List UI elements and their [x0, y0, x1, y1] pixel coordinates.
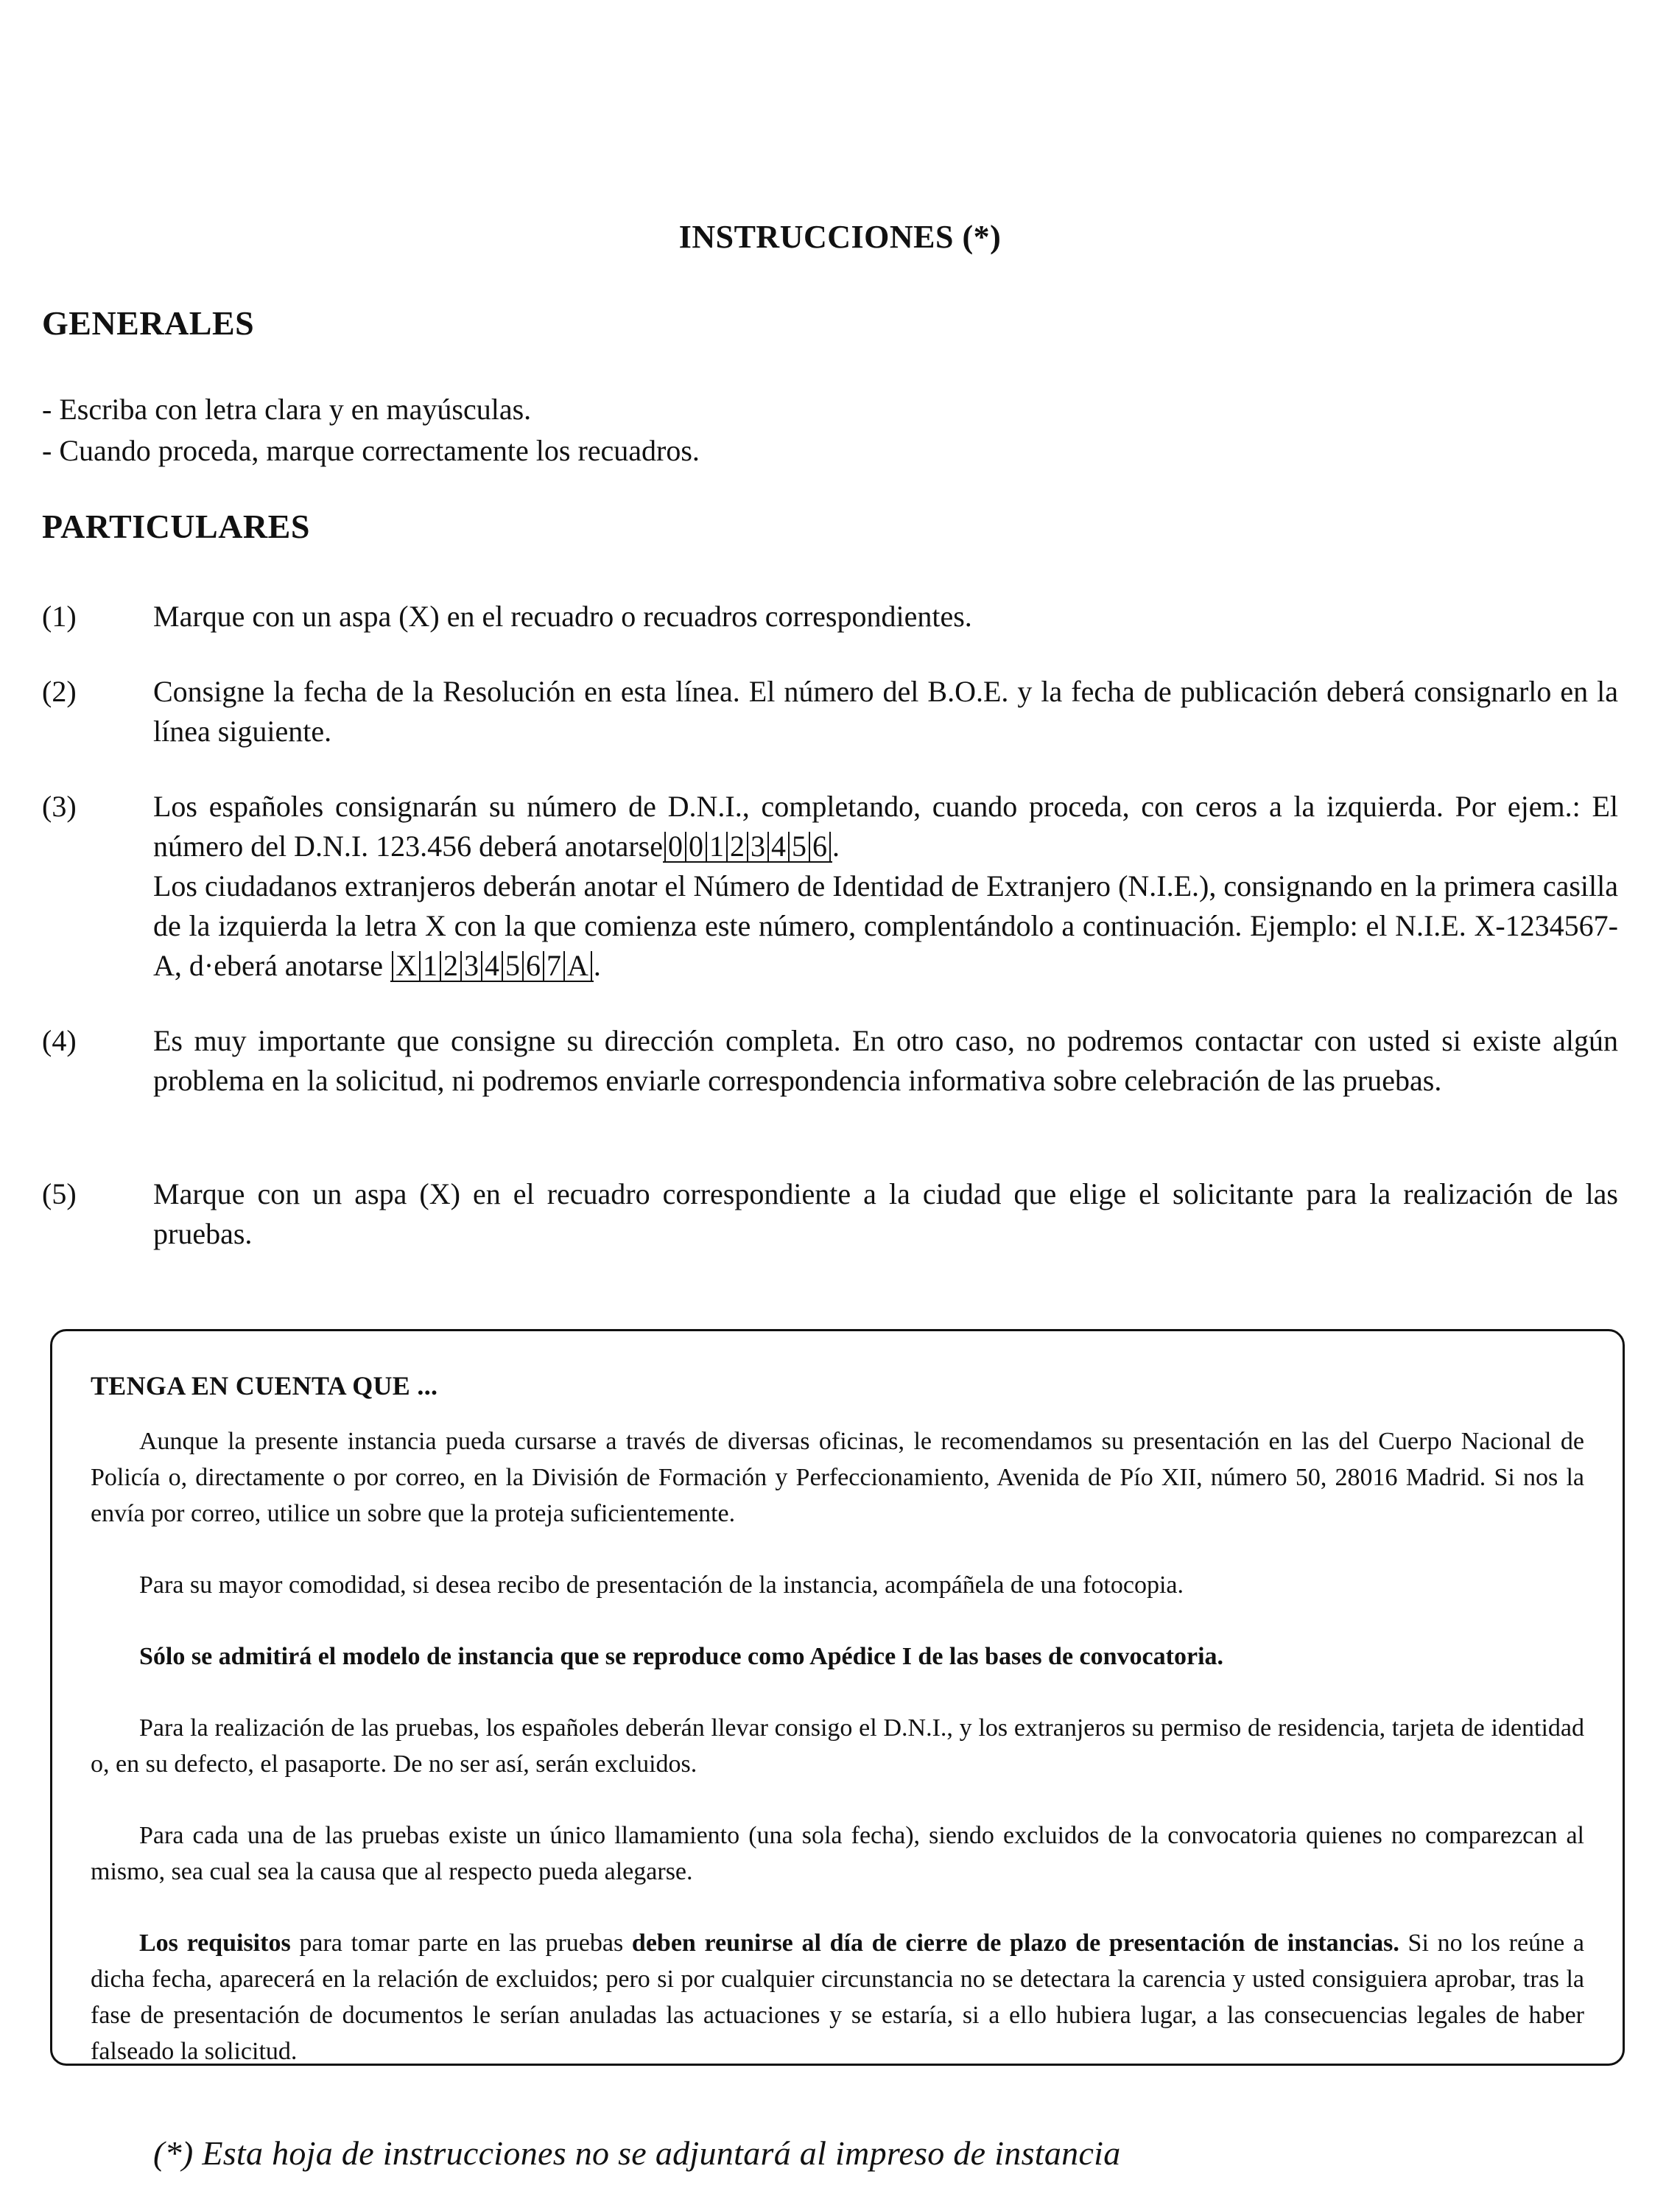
particulares-item-5: [42, 1174, 1618, 1254]
dni-box: 0: [685, 832, 706, 861]
page-title: INSTRUCCIONES (*): [678, 219, 1002, 255]
dni-box: 6: [809, 832, 831, 861]
dni-paragraph: [153, 787, 1618, 866]
notice-paragraph: Para la realización de las pruebas, los españoles deberán llevar consigo el D.N.I., y los extranjeros su permiso de residencia, tarjeta de identidad o, en su defecto, el pasaporte. De no ser así, serán excluidos.: [91, 1714, 1584, 1778]
particulares-item-4: [42, 1021, 1618, 1101]
item-number: (3): [42, 790, 77, 823]
nie-box: 1: [419, 951, 440, 981]
notice-paragraph-emphasis: Sólo se admitirá el modelo de instancia que se reproduce como Apédice I de las bases de convocatoria.: [139, 1643, 1224, 1670]
item-text: [153, 787, 1618, 986]
notice-paragraph-requirements: [91, 1925, 1584, 2069]
dni-instruction: Los españoles consignarán su número de D.N.I., completando, cuando proceda, con ceros a la izquierda. Por ejem.: El número del D.N.I. 123.456 deberá anotarse: [153, 790, 1618, 863]
item-number: (5): [42, 1177, 77, 1210]
nie-box: 4: [481, 951, 502, 981]
item-number: (1): [42, 600, 77, 633]
requirements-rest: Si no los reúne a dicha fecha, aparecerá en la relación de excluidos; pero si por cualquier circunstancia no se detectara la carencia y usted consiguiera aprobar, tras la fase de presentación de documentos le serían anuladas las actuaciones y se estaría, si a ello hubiera lugar, a las consecuencias legales de haber falseado la solicitud.: [91, 1929, 1584, 2065]
generales-heading: GENERALES: [42, 304, 255, 342]
generales-list: [42, 389, 700, 471]
item-text: Marque con un aspa (X) en el recuadro correspondiente a la ciudad que elige el solicitante para la realización de las pruebas.: [153, 1177, 1618, 1250]
nie-instruction: Los ciudadanos extranjeros deberán anotar el Número de Identidad de Extranjero (N.I.E.), consignando en la primera casilla de la izquierda la letra X con la que comienza este número, complentándolo a continuación. Ejemplo: el N.I.E. X-1234567-A, d·eberá anotarse: [153, 869, 1618, 982]
nie-box: 2: [440, 951, 460, 981]
nie-box: 7: [543, 951, 563, 981]
dni-box: 1: [706, 832, 726, 861]
nie-example-boxes: [390, 951, 594, 982]
nie-box: A: [563, 951, 592, 981]
item-text: Marque con un aspa (X) en el recuadro o recuadros correspondientes.: [153, 600, 972, 633]
nie-paragraph: [153, 866, 1618, 986]
requirements-mid: para tomar parte en las pruebas: [290, 1929, 632, 1957]
notice-paragraph: Para su mayor comodidad, si desea recibo de presentación de la instancia, acompáñela de una fotocopia.: [139, 1571, 1184, 1599]
dni-box: 3: [747, 832, 767, 861]
requirements-label: Los requisitos: [139, 1929, 291, 1957]
generales-item: - Escriba con letra clara y en mayúsculas.: [42, 393, 532, 426]
end-mark: .: [832, 830, 840, 863]
item-text: Consigne la fecha de la Resolución en esta línea. El número del B.O.E. y la fecha de publicación deberá consignarlo en la línea siguiente.: [153, 675, 1618, 748]
particulares-heading: PARTICULARES: [42, 508, 310, 545]
nie-box: 6: [522, 951, 543, 981]
particulares-item-3: [42, 787, 1618, 986]
notice-box: [50, 1329, 1625, 2066]
dni-box: 0: [664, 832, 685, 861]
dni-box: 2: [726, 832, 747, 861]
footnote: (*) Esta hoja de instrucciones no se adjuntará al impreso de instancia: [153, 2134, 1121, 2172]
notice-paragraph: Aunque la presente instancia pueda cursarse a través de diversas oficinas, le recomendamos su presentación en las del Cuerpo Nacional de Policía o, directamente o por correo, en la División de Formación y Perfeccionamiento, Avenida de Pío XII, número 50, 28016 Madrid. Si nos la envía por correo, utilice un sobre que la proteja suficientemente.: [91, 1428, 1584, 1527]
item-text: Es muy importante que consigne su dirección completa. En otro caso, no podremos contactar con usted si existe algún problema en la solicitud, ni podremos enviarle correspondencia informativa sobre celebración de las pruebas.: [153, 1024, 1618, 1097]
generales-item: - Cuando proceda, marque correctamente los recuadros.: [42, 434, 700, 467]
particulares-item-1: [42, 597, 1618, 637]
dni-box: 5: [788, 832, 809, 861]
particulares-item-2: [42, 672, 1618, 751]
nie-box: X: [392, 951, 419, 981]
notice-heading: TENGA EN CUENTA QUE ...: [91, 1371, 438, 1401]
nie-box: 3: [460, 951, 481, 981]
notice-paragraph: Para cada una de las pruebas existe un único llamamiento (una sola fecha), siendo excluidos de la convocatoria quienes no comparezcan al mismo, sea cual sea la causa que al respecto pueda alegarse.: [91, 1822, 1584, 1885]
requirements-deadline: deben reunirse al día de cierre de plazo de presentación de instancias.: [631, 1929, 1399, 1957]
nie-box: 5: [502, 951, 522, 981]
dni-box: 4: [767, 832, 788, 861]
end-mark: .: [593, 949, 601, 982]
item-number: (4): [42, 1024, 77, 1057]
dni-example-boxes: [663, 832, 832, 863]
item-number: (2): [42, 675, 77, 708]
